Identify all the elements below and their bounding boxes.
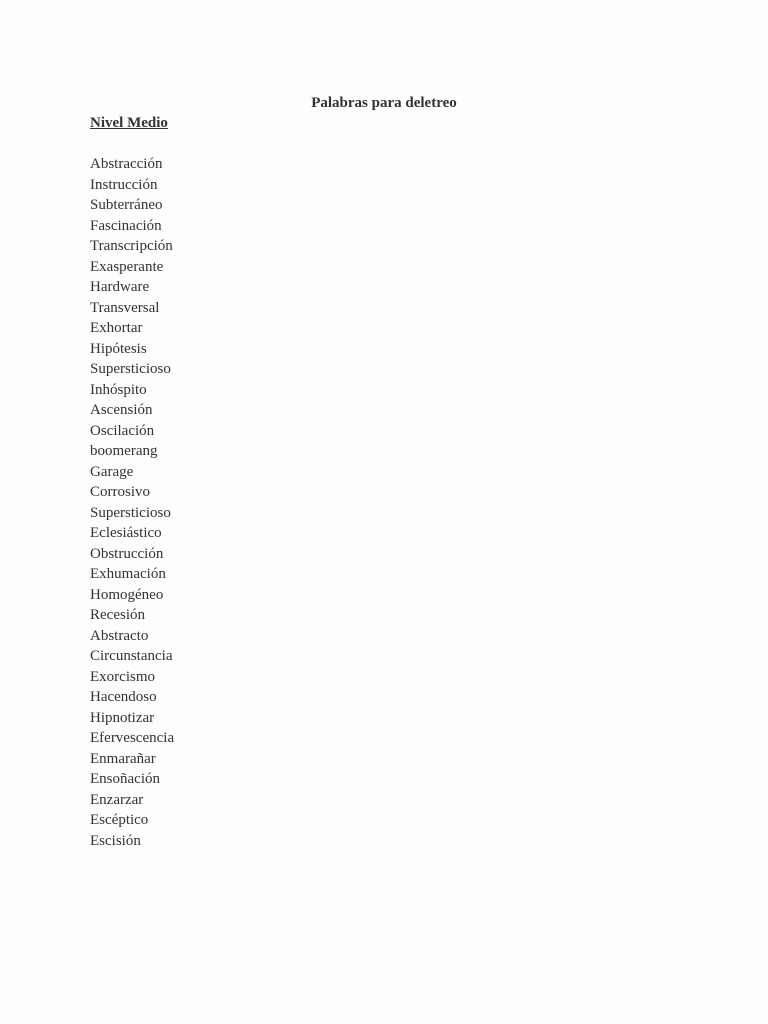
word-item: Exhortar bbox=[90, 320, 143, 336]
word-item: Fascinación bbox=[90, 217, 162, 234]
word-item: Enzarzar bbox=[90, 791, 144, 808]
word-item: Enmarañar bbox=[90, 750, 156, 767]
word-item: Hipótesis bbox=[90, 340, 147, 357]
word-item: Exasperante bbox=[90, 258, 164, 275]
word-item: Recesión bbox=[90, 607, 145, 623]
word-item: Ascensión bbox=[90, 402, 153, 418]
word-item: Escisión bbox=[90, 832, 141, 849]
word-item: Transcripción bbox=[90, 238, 173, 254]
word-item: Efervescencia bbox=[90, 730, 175, 746]
word-item: Garage bbox=[90, 463, 134, 480]
document-title: Palabras para deletreo bbox=[311, 95, 457, 111]
word-item: Corrosivo bbox=[90, 484, 150, 500]
word-list bbox=[90, 154, 174, 851]
word-item: Transversal bbox=[90, 299, 160, 316]
word-item: Instrucción bbox=[90, 176, 158, 193]
word-item: boomerang bbox=[90, 443, 158, 459]
word-item: Obstrucción bbox=[90, 545, 164, 562]
word-item: Hipnotizar bbox=[90, 709, 155, 726]
word-item: Hacendoso bbox=[90, 689, 157, 705]
word-item: Abstracto bbox=[90, 627, 149, 644]
word-item: Escéptico bbox=[90, 812, 149, 828]
word-item: Oscilación bbox=[90, 422, 155, 439]
word-item: Exhumación bbox=[90, 566, 166, 582]
word-item: Eclesiástico bbox=[90, 525, 162, 541]
word-item: Circunstancia bbox=[90, 648, 173, 664]
word-item: Supersticioso bbox=[90, 504, 171, 521]
word-item: Hardware bbox=[90, 279, 150, 295]
word-item: Subterráneo bbox=[90, 197, 163, 213]
word-item: Abstracción bbox=[90, 156, 163, 172]
word-item: Inhóspito bbox=[90, 381, 147, 398]
word-item: Ensoñación bbox=[90, 771, 160, 787]
word-item: Homogéneo bbox=[90, 586, 164, 603]
level-heading: Nivel Medio bbox=[90, 115, 168, 131]
word-item: Exorcismo bbox=[90, 668, 155, 685]
word-item: Supersticioso bbox=[90, 361, 171, 377]
